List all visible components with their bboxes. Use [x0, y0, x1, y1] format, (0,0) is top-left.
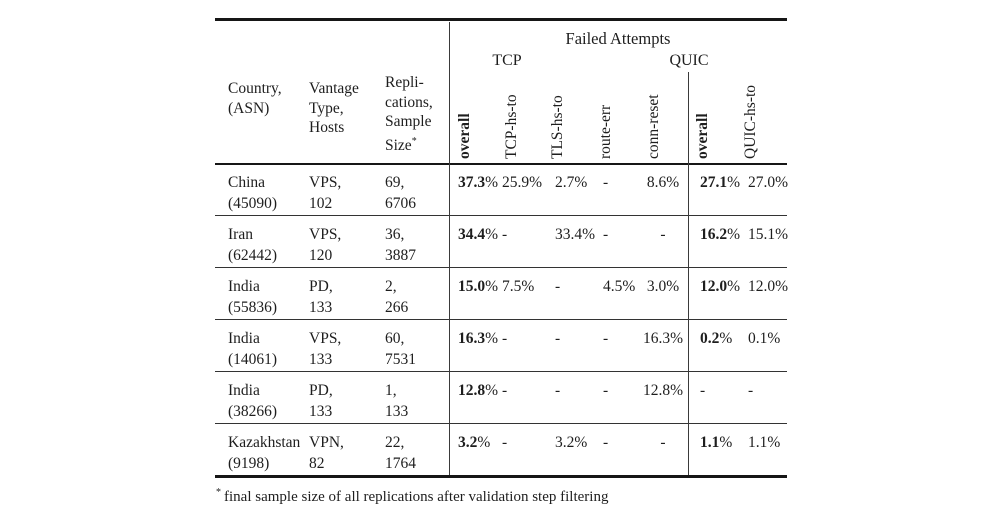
cell-conn-reset: 8.6%	[646, 174, 680, 191]
cell-country-asn: India (14061)	[228, 330, 278, 368]
quic-group-label: QUIC	[669, 52, 709, 69]
cell-vantage-hosts: VPS, 133	[309, 330, 342, 368]
cell-quic-hs-to: -	[748, 382, 754, 399]
cell-vantage-hosts: VPS, 120	[309, 226, 342, 264]
cell-tcp-hs-to: -	[502, 226, 508, 243]
column-header-route-err: route-err	[597, 104, 614, 159]
cell-tls-hs-to: 33.4%	[555, 226, 596, 243]
table-row	[215, 163, 787, 215]
cell-route-err: 4.5%	[603, 278, 636, 295]
header-line: Size*	[385, 135, 417, 154]
cell-country-asn: India (38266)	[228, 382, 278, 420]
cell-conn-reset: -	[660, 434, 666, 451]
cell-conn-reset: 16.3%	[642, 330, 684, 347]
cell-quic-overall: -	[700, 382, 706, 399]
footnote	[216, 487, 608, 506]
cell-vantage-hosts: PD, 133	[309, 382, 333, 420]
cell-route-err: -	[603, 382, 609, 399]
table-bottom-rule	[215, 475, 787, 478]
cell-conn-reset: -	[660, 226, 666, 243]
table-row	[215, 215, 787, 267]
column-header-tcp-hs-to: TCP-hs-to	[503, 94, 520, 159]
column-header-conn-reset: conn-reset	[645, 94, 662, 159]
cell-replications-sample: 69, 6706	[385, 174, 416, 212]
column-header-replications	[385, 73, 433, 155]
cell-quic-hs-to: 27.0%	[748, 174, 789, 191]
cell-quic-hs-to: 1.1%	[748, 434, 781, 451]
cell-replications-sample: 36, 3887	[385, 226, 416, 264]
cell-route-err: -	[603, 330, 609, 347]
table-row	[215, 319, 787, 371]
failed-attempts-header: Failed Attempts	[565, 29, 671, 48]
cell-quic-overall: 16.2%	[700, 226, 741, 243]
header-line: (ASN)	[228, 99, 270, 117]
footnote-marker-ref: *	[411, 135, 417, 147]
cell-tcp-hs-to: 25.9%	[502, 174, 543, 191]
cell-route-err: -	[603, 434, 609, 451]
header-line: Country,	[228, 80, 282, 97]
cell-tcp-hs-to: -	[502, 330, 508, 347]
table-top-rule	[215, 18, 787, 21]
table-row	[215, 423, 787, 475]
footnote-text: final sample size of all replications after validation step filtering	[224, 489, 609, 505]
footnote-marker: *	[216, 487, 221, 498]
cell-country-asn: Kazakhstan (9198)	[228, 434, 301, 472]
column-header-vantage	[309, 79, 359, 138]
cell-quic-overall: 27.1%	[700, 174, 741, 191]
cell-replications-sample: 60, 7531	[385, 330, 416, 368]
column-header-quic-hs-to: QUIC-hs-to	[742, 84, 759, 159]
cell-replications-sample: 22, 1764	[385, 434, 416, 472]
cell-tcp-overall: 3.2%	[458, 434, 491, 451]
cell-tcp-hs-to: -	[502, 434, 508, 451]
cell-quic-overall: 12.0%	[700, 278, 741, 295]
results-table	[215, 18, 787, 480]
cell-country-asn: China (45090)	[228, 174, 278, 212]
table-row	[215, 371, 787, 423]
column-header-tls-hs-to: TLS-hs-to	[549, 95, 566, 159]
table-row	[215, 267, 787, 319]
cell-quic-hs-to: 12.0%	[748, 278, 789, 295]
header-line: Hosts	[309, 119, 345, 136]
cell-tcp-overall: 16.3%	[458, 330, 499, 347]
cell-vantage-hosts: VPS, 102	[309, 174, 342, 212]
cell-tcp-overall: 15.0%	[458, 278, 499, 295]
header-line: Sample	[385, 113, 432, 130]
cell-quic-hs-to: 15.1%	[748, 226, 789, 243]
cell-conn-reset: 12.8%	[642, 382, 684, 399]
header-line: Vantage	[309, 80, 359, 97]
column-header-quic-overall: overall	[694, 113, 711, 159]
cell-quic-overall: 0.2%	[700, 330, 733, 347]
cell-route-err: -	[603, 226, 609, 243]
cell-tls-hs-to: -	[555, 278, 561, 295]
header-line: Repli-	[385, 74, 424, 91]
cell-vantage-hosts: PD, 133	[309, 278, 333, 316]
cell-replications-sample: 1, 133	[385, 382, 409, 420]
cell-tcp-overall: 37.3%	[458, 174, 499, 191]
cell-tcp-hs-to: 7.5%	[502, 278, 535, 295]
tcp-group-label: TCP	[492, 52, 522, 69]
cell-tcp-hs-to: -	[502, 382, 508, 399]
header-line: Type,	[309, 99, 344, 117]
cell-country-asn: Iran (62442)	[228, 226, 278, 264]
cell-vantage-hosts: VPN, 82	[309, 434, 344, 472]
cell-route-err: -	[603, 174, 609, 191]
column-header-country	[228, 79, 282, 118]
cell-replications-sample: 2, 266	[385, 278, 409, 316]
cell-country-asn: India (55836)	[228, 278, 278, 316]
cell-quic-hs-to: 0.1%	[748, 330, 781, 347]
cell-tcp-overall: 34.4%	[458, 226, 499, 243]
column-header-tcp-overall: overall	[456, 113, 473, 159]
cell-tls-hs-to: 3.2%	[555, 434, 588, 451]
cell-conn-reset: 3.0%	[646, 278, 680, 295]
header-line: cations,	[385, 93, 433, 111]
cell-quic-overall: 1.1%	[700, 434, 733, 451]
cell-tls-hs-to: -	[555, 330, 561, 347]
cell-tls-hs-to: 2.7%	[555, 174, 588, 191]
cell-tls-hs-to: -	[555, 382, 561, 399]
cell-tcp-overall: 12.8%	[458, 382, 499, 399]
